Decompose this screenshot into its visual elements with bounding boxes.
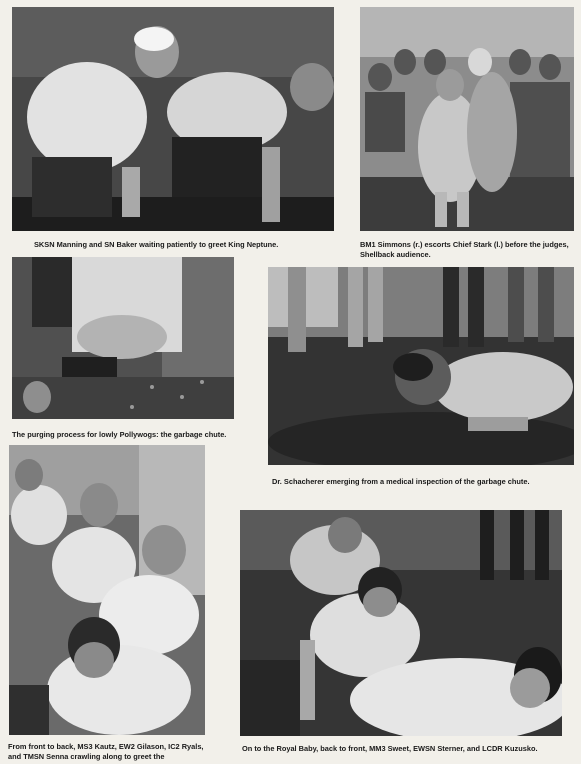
caption-1: SKSN Manning and SN Baker waiting patiently to greet King Neptune. bbox=[34, 240, 279, 249]
caption-6: On to the Royal Baby, back to front, MM3 Sweet, EWSN Sterner, and LCDR Kuzusko. bbox=[242, 744, 538, 753]
caption-5: From front to back, MS3 Kautz, EW2 Gilason, IC2 Ryals, and TMSN Senna crawling along to greet the bbox=[8, 742, 204, 761]
photo-garbage-chute bbox=[12, 257, 234, 419]
caption-3: The purging process for lowly Pollywogs: the garbage chute. bbox=[12, 430, 227, 439]
photo-chief-before-judges bbox=[360, 7, 574, 231]
photo-sailors-crawling bbox=[9, 445, 205, 735]
caption-2: BM1 Simmons (r.) escorts Chief Stark (l.) before the judges, Shellback audience. bbox=[360, 240, 569, 259]
photo-medical-inspection bbox=[268, 267, 574, 465]
caption-4: Dr. Schacherer emerging from a medical inspection of the garbage chute. bbox=[272, 477, 530, 486]
photo-sailors-crouching bbox=[12, 7, 334, 231]
photo-royal-baby bbox=[240, 510, 562, 736]
